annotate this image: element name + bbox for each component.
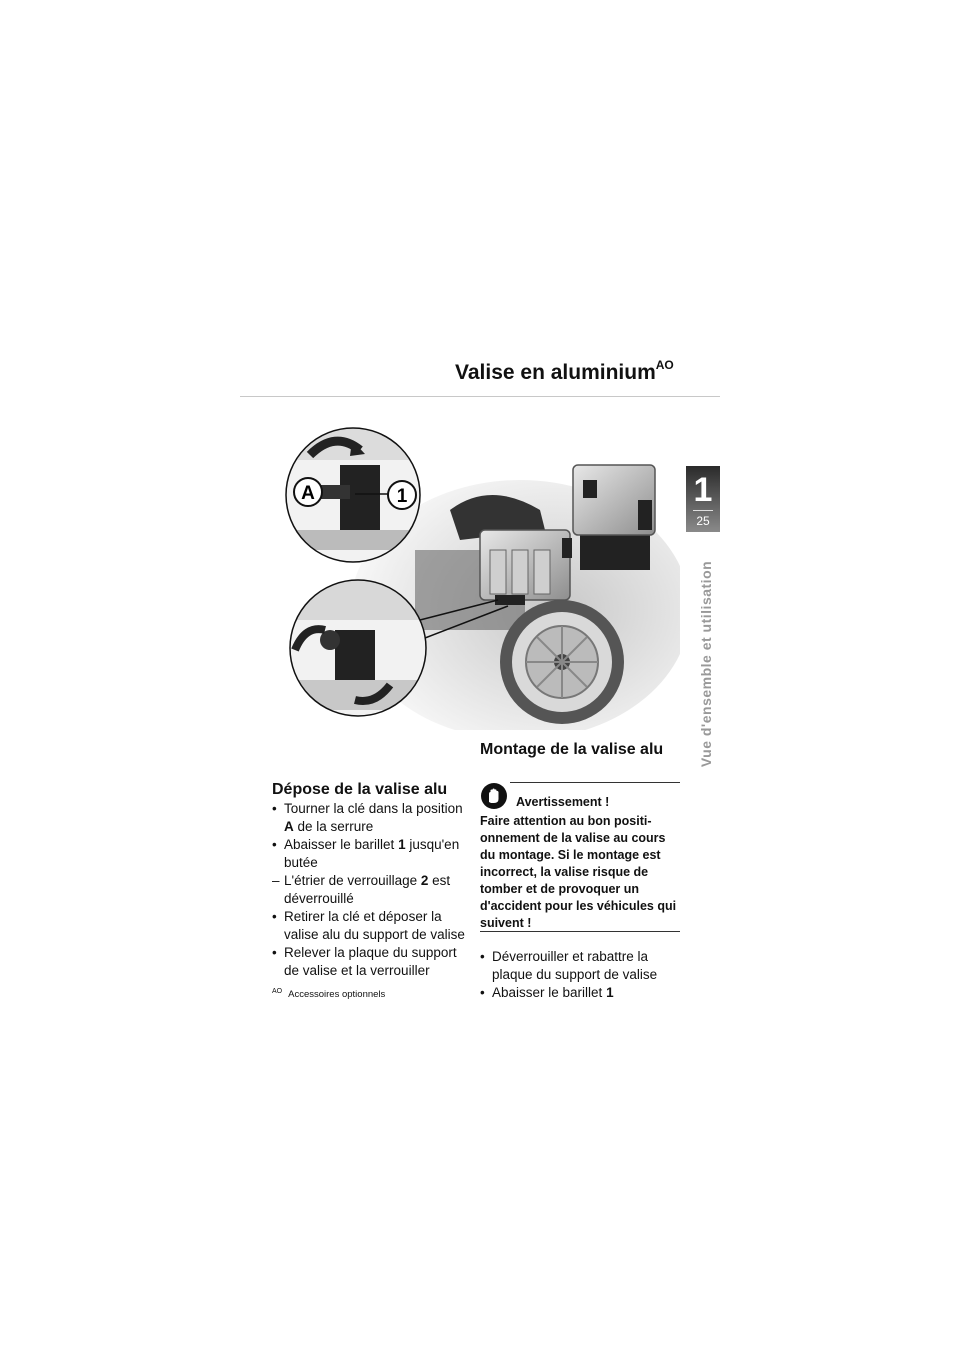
removal-step <box>272 908 472 944</box>
step-text: Déverrouiller et rabattre la plaque du support de valise <box>492 949 658 982</box>
removal-heading: Dépose de la valise alu <box>272 781 448 798</box>
motorcycle-case-illustration <box>280 410 680 730</box>
side-chapter-label <box>696 554 716 774</box>
callout-1-label: 1 <box>396 486 408 507</box>
warning-body: Faire attention au bon positi-onnement de la valise au cours du montage. Si le montage est incorrect, la valise risque de tomber et de provoquer un d'accident pour les véhicules qui suivent ! <box>480 814 677 930</box>
callout-a-label: A <box>301 483 315 504</box>
mounting-heading: Montage de la valise alu <box>480 741 664 758</box>
mounting-step <box>480 948 680 984</box>
page-title <box>455 360 674 385</box>
removal-steps <box>272 800 472 980</box>
step-text: Abaisser le barillet <box>492 985 607 1000</box>
step-text: L'étrier de verrouillage <box>284 873 421 888</box>
step-text: Abaisser le barillet <box>284 837 399 852</box>
page-title-superscript: AO <box>655 358 674 372</box>
step-marker: • <box>272 909 277 924</box>
chapter-number: 1 <box>693 471 713 509</box>
page-title-text: Valise en aluminium <box>455 361 656 384</box>
page-number: 25 <box>696 514 710 528</box>
footnote-text: Accessoires optionnels <box>288 989 386 1001</box>
removal-section <box>272 780 472 980</box>
side-chapter-label-text: Vue d'ensemble et utilisation <box>698 560 714 768</box>
step-key: 1 <box>606 985 614 1000</box>
mounting-steps-block <box>480 948 680 1002</box>
footnote <box>272 988 385 1000</box>
step-text: Relever la plaque du support de valise et la verrouiller <box>284 945 457 978</box>
step-key: 1 <box>398 837 406 852</box>
step-marker: • <box>480 985 485 1000</box>
warning-top-rule <box>510 782 680 783</box>
step-key: 2 <box>420 873 429 888</box>
step-text: est déverrouillé <box>284 873 451 906</box>
step-text: Tourner la clé dans la position <box>284 801 463 816</box>
step-marker: • <box>272 945 277 960</box>
removal-step <box>272 944 472 980</box>
mounting-section <box>480 740 680 760</box>
removal-result <box>272 872 472 908</box>
step-text: jusqu'en butée <box>284 837 460 870</box>
warning-hand-icon <box>480 782 508 810</box>
chapter-separator <box>693 510 713 511</box>
side-aluminium-case <box>480 530 572 605</box>
footnote-marker: AO <box>272 988 283 995</box>
mounting-step <box>480 984 680 1002</box>
title-divider <box>240 396 720 397</box>
removal-step <box>272 836 472 872</box>
chapter-tab <box>686 466 720 532</box>
mounting-steps <box>480 948 680 1002</box>
step-key: A <box>284 819 294 834</box>
step-text: de la serrure <box>293 819 374 834</box>
step-marker: • <box>480 949 485 964</box>
removal-step <box>272 800 472 836</box>
warning-title: Avertissement ! <box>516 795 610 809</box>
step-marker: • <box>272 801 277 816</box>
step-marker: – <box>272 873 280 888</box>
step-marker: • <box>272 837 277 852</box>
warning-bottom-rule <box>480 931 680 932</box>
top-aluminium-case <box>573 465 655 535</box>
step-text: Retirer la clé et déposer la valise alu du support de valise <box>284 909 465 942</box>
